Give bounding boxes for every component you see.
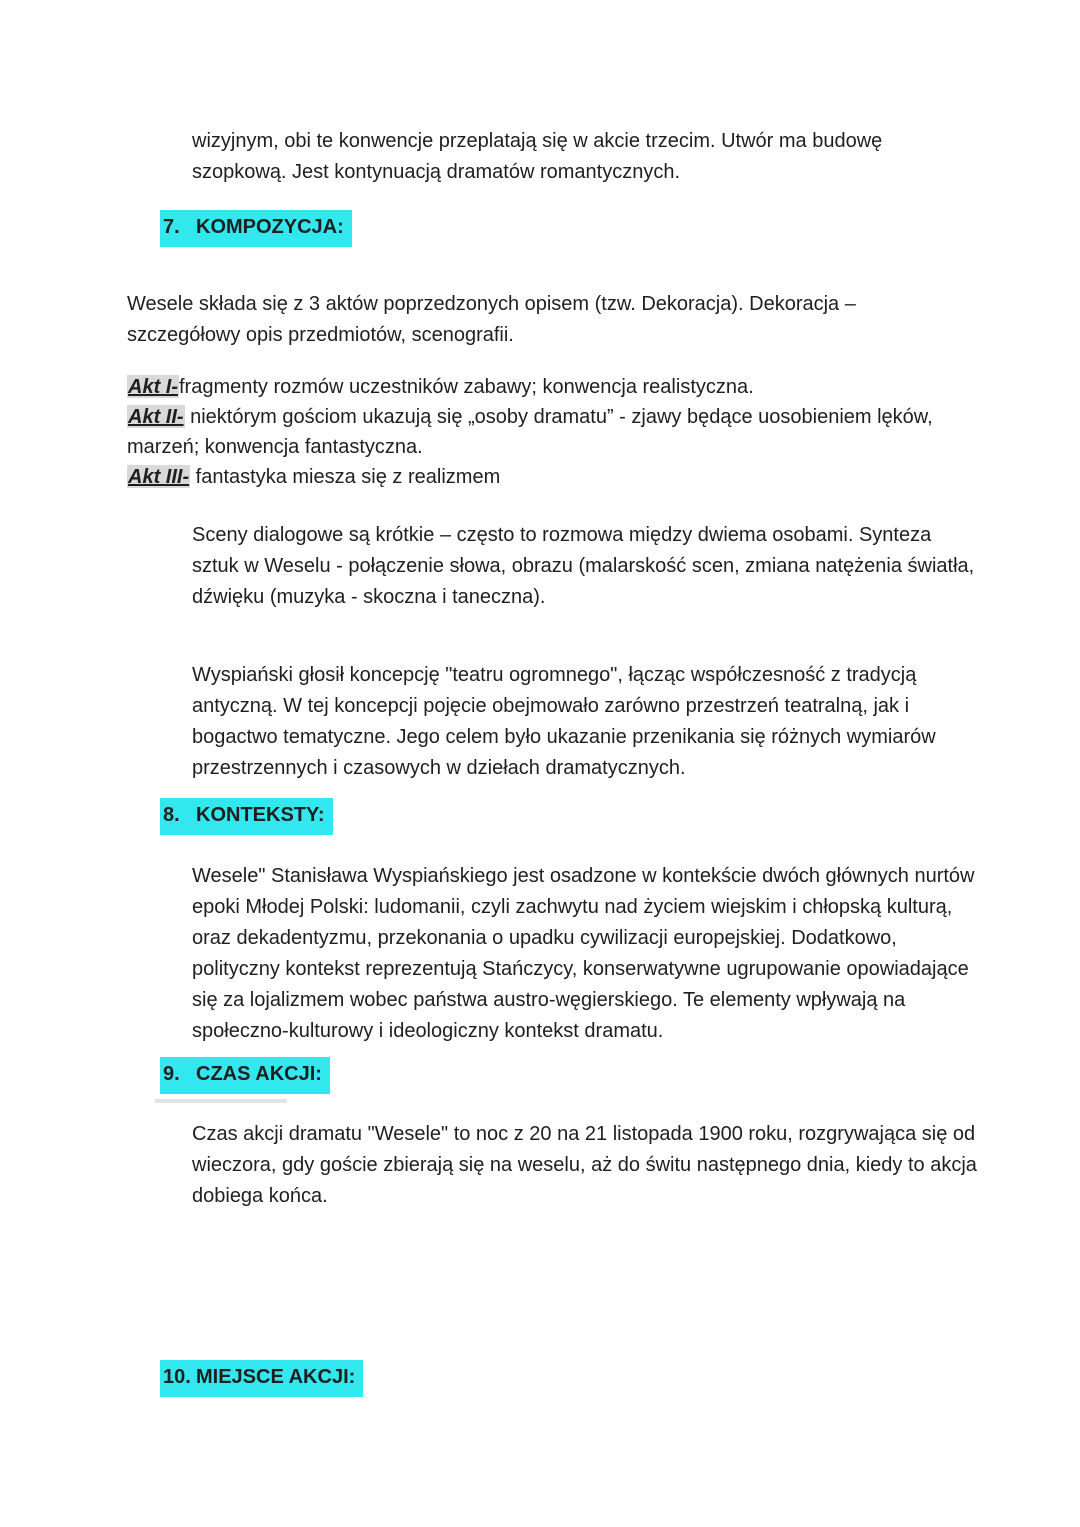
heading-number: 7. [163, 216, 180, 238]
heading-label: MIEJSCE AKCJI: [196, 1366, 356, 1388]
akt-item-1 [127, 372, 967, 402]
akt-1-text: fragmenty rozmów uczestników zabawy; konwencja realistyczna. [179, 376, 754, 398]
akt-3-text: fantastyka miesza się z realizmem [190, 466, 501, 488]
faint-highlight-strip [155, 1099, 287, 1103]
heading-label: KONTEKSTY: [196, 804, 325, 826]
intro-paragraph: wizyjnym, obi te konwencje przeplatają się w akcie trzecim. Utwór ma budowę szopkową. Jest kontynuacją dramatów romantycznych. [192, 130, 883, 183]
akt-2-label: Akt II- [128, 406, 184, 428]
heading-label: CZAS AKCJI: [196, 1063, 322, 1085]
heading-konteksty-highlight [160, 798, 333, 835]
heading-miejsce-akcji-highlight [160, 1360, 363, 1397]
sceny-paragraph: Sceny dialogowe są krótkie – często to rozmowa między dwiema osobami. Synteza sztuk w Weselu - połączenie słowa, obrazu (malarskość scen, zmiana natężenia światła, dźwięku (muzyka - skoczna i taneczna). [192, 524, 975, 608]
heading-kompozycja [160, 210, 967, 247]
heading-czas-akcji-highlight [160, 1057, 330, 1094]
akt-item-3 [127, 462, 967, 492]
akt-list [127, 372, 967, 492]
akt-item-2 [127, 402, 967, 462]
akt-2-text: niektórym gościom ukazują się „osoby dramatu” - zjawy będące uosobieniem lęków, marzeń; konwencja fantastyczna. [127, 406, 933, 458]
heading-label: KOMPOZYCJA: [196, 216, 344, 238]
heading-number: 10. [163, 1366, 191, 1388]
heading-miejsce-akcji [160, 1360, 967, 1397]
akt-3-label: Akt III- [128, 466, 190, 488]
heading-konteksty [160, 798, 967, 835]
teatr-ogromny-paragraph: Wyspiański głosił koncepcję "teatru ogromnego", łącząc współczesność z tradycją antyczną. W tej koncepcji pojęcie obejmowało zarówno przestrzeń teatralną, jak i bogactwo tematyczne. Jego celem było ukazanie przenikania się różnych wymiarów przestrzennych i czasowych w dziełach dramatycznych. [192, 664, 936, 779]
czas-akcji-paragraph: Czas akcji dramatu "Wesele" to noc z 20 na 21 listopada 1900 roku, rozgrywająca się od wieczora, gdy goście zbierają się na weselu, aż do świtu następnego dnia, kiedy to akcja dobiega końca. [192, 1123, 977, 1207]
heading-number: 9. [163, 1063, 180, 1085]
heading-kompozycja-highlight [160, 210, 352, 247]
konteksty-paragraph: Wesele" Stanisława Wyspiańskiego jest osadzone w kontekście dwóch głównych nurtów epoki Młodej Polski: ludomanii, czyli zachwytu nad życiem wiejskim i chłopską kulturą, oraz dekadentyzmu, przekonania o upadku cywilizacji europejskiej. Dodatkowo, polityczny kontekst reprezentują Stańczycy, konserwatywne ugrupowanie opowiadające się za lojalizmem wobec państwa austro-węgierskiego. Te elementy wpływają na społeczno-kulturowy i ideologiczny kontekst dramatu. [192, 865, 975, 1042]
akt-1-label: Akt I- [128, 376, 178, 398]
heading-number: 8. [163, 804, 180, 826]
kompozycja-intro-paragraph: Wesele składa się z 3 aktów poprzedzonych opisem (tzw. Dekoracja). Dekoracja – szczegółowy opis przedmiotów, scenografii. [127, 293, 856, 346]
heading-czas-akcji [160, 1057, 967, 1094]
